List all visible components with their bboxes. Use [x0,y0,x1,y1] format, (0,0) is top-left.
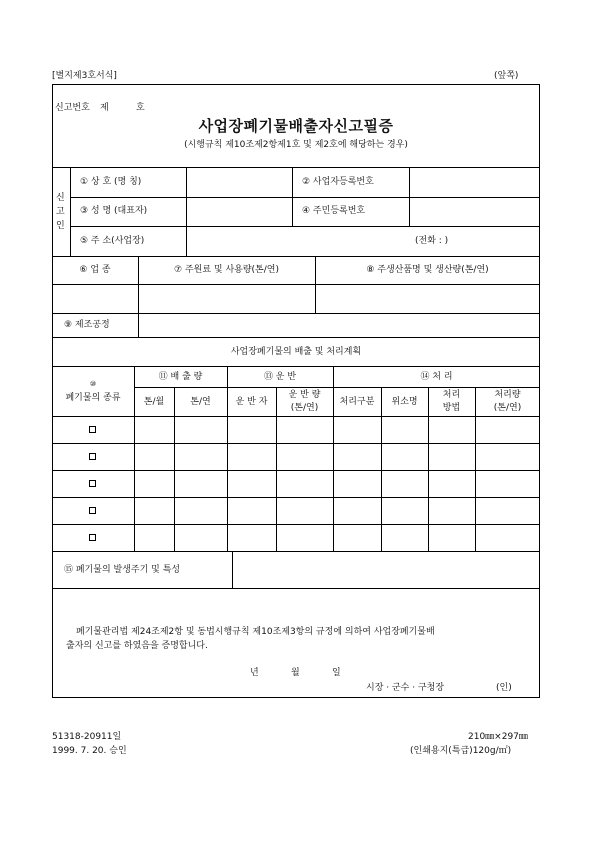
col-consignee: 위소명 [391,397,418,407]
rule [52,588,540,589]
rule [174,387,175,551]
seal-mark: (인) [496,683,512,693]
col-carry-amount-1: 운 반 량 [288,390,321,400]
certify-line-2: 출자의 신고를 하였음을 증명합니다. [66,641,208,651]
rule [52,470,540,471]
report-number-je: 제 [100,103,109,113]
rule [52,443,540,444]
rule [333,366,334,551]
reporter-side-label-3: 인 [56,221,65,231]
field-phone-label: (전화 : ) [415,236,449,246]
field-raw-material-label: ⑦ 주원료 및 사용량(톤/연) [174,265,279,275]
field-company-name-label: ① 상 호 (명 칭) [80,177,142,187]
col-treatment-method-2: 방법 [442,403,461,413]
col-treatment-amount-2: (톤/연) [493,403,522,413]
col-treatment-amount-1: 처리량 [494,390,521,400]
rule [381,387,382,551]
certify-line-1: 폐기물관리법 제24조제2항 및 동법시행규칙 제10조제3항의 규정에 의하여 사업장폐기물배 [76,627,435,637]
footer-approval: 1999. 7. 20. 승인 [52,746,127,756]
field-resident-reg-label: ④ 주민등록번호 [302,206,366,216]
rule [292,167,293,226]
date-day: 일 [332,668,341,678]
date-month: 월 [291,668,300,678]
rule [134,366,135,551]
field-process-value[interactable] [139,314,539,336]
waste-type-checkbox[interactable] [89,453,96,460]
date-year: 년 [250,668,259,678]
waste-cycle-value[interactable] [233,552,539,587]
waste-type-checkbox[interactable] [89,507,96,514]
rule [52,256,540,257]
field-business-reg-value[interactable] [410,168,539,196]
treatment-header: ⑭ 처 리 [420,372,453,382]
footer-paper-size: 210㎜×297㎜ [468,732,528,742]
document-title: 사업장폐기물배출자신고필증 [198,117,394,135]
waste-type-header: 폐기물의 종류 [65,393,121,403]
waste-type-number: ⑩ [89,380,97,388]
col-treatment-type: 처리구분 [339,397,375,407]
rule [52,497,540,498]
field-address-value[interactable] [187,227,539,255]
rule [52,337,540,338]
rule [52,416,540,417]
field-process-label: ⑨ 제조공정 [64,320,110,330]
reporter-side-label-1: 신 [56,193,65,203]
col-treatment-method-1: 처리 [442,390,461,400]
document-subtitle: (시행규칙 제10조제2항제1호 및 제2호에 해당하는 경우) [184,140,408,150]
rule [52,366,540,367]
field-industry-label: ⑥ 업 종 [79,265,111,275]
field-industry-value[interactable] [53,285,137,312]
field-product-label: ⑧ 주생산품명 및 생산량(톤/연) [366,265,489,275]
rule [52,524,540,525]
footer-form-code: 51318-20911일 [52,732,122,742]
col-carrier: 운 반 자 [235,397,268,407]
field-representative-label: ③ 성 명 (대표자) [80,206,148,216]
col-ton-month: 톤/월 [143,397,165,407]
waste-type-checkbox[interactable] [89,426,96,433]
field-address-label: ⑤ 주 소(사업장) [80,236,145,246]
reporter-side-label-2: 고 [56,207,65,217]
waste-type-checkbox[interactable] [89,534,96,541]
waste-cycle-label: ⑮ 폐기물의 발생주기 및 특성 [64,565,181,575]
discharge-amount-header: ⑪ 배 출 량 [158,372,203,382]
field-raw-material-value[interactable] [139,285,314,312]
rule [70,167,71,256]
field-company-name-value[interactable] [187,168,291,196]
footer-paper-spec: (인쇄용지(특급)120g/㎡) [410,746,512,756]
form-number: [별지제3호서식] [52,71,117,81]
page-side-label: (앞쪽) [494,71,519,81]
transport-header: ⑬ 운 반 [263,372,297,382]
field-business-reg-label: ② 사업자등록번호 [302,177,374,187]
plan-heading: 사업장폐기물의 배출 및 처리계획 [230,347,362,357]
field-representative-value[interactable] [187,198,291,225]
col-carry-amount-2: (톤/연) [290,403,319,413]
field-resident-reg-value[interactable] [410,198,539,225]
report-number-label: 신고번호 [55,103,90,113]
waste-type-checkbox[interactable] [89,480,96,487]
issuing-authority: 시장 · 군수 · 구청장 [366,683,445,693]
field-product-value[interactable] [316,285,539,312]
rule [227,366,228,551]
col-ton-year: 톤/연 [190,397,211,407]
rule [134,387,540,388]
report-number-ho: 호 [136,103,145,113]
